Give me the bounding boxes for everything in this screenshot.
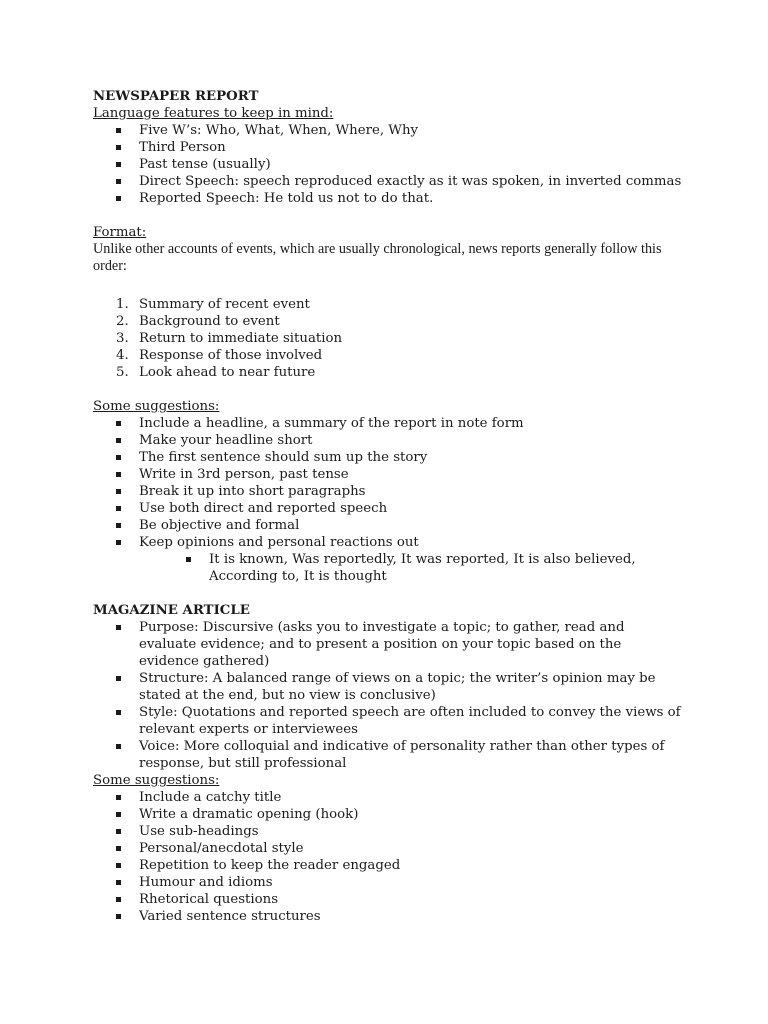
list-item: Write a dramatic opening (hook) [93,806,683,823]
list-number: 2. [116,314,129,329]
list-number: 1. [116,297,129,312]
list-item: Reported Speech: He told us not to do that. [93,190,683,207]
list-item [93,296,683,313]
list-item: Voice: More colloquial and indicative of personality rather than other types of response, but still professional [93,738,683,772]
list-item: Keep opinions and personal reactions out [93,534,683,551]
list-item: Humour and idioms [93,874,683,891]
list-item: Use sub-headings [93,823,683,840]
list-item: Structure: A balanced range of views on a topic; the writer’s opinion may be stated at the end, but no view is conclusive) [93,670,683,704]
magazine-suggestions-list [93,789,683,925]
language-features-list [93,122,683,207]
list-text: Response of those involved [139,348,323,363]
list-item: The first sentence should sum up the story [93,449,683,466]
newspaper-suggestions-heading: Some suggestions: [93,399,220,414]
list-item: Include a headline, a summary of the report in note form [93,415,683,432]
list-item [93,330,683,347]
document-page [93,88,683,925]
list-text: Look ahead to near future [139,365,316,380]
list-text: Return to immediate situation [139,331,343,346]
list-number: 4. [116,348,129,363]
list-item [93,347,683,364]
list-number: 5. [116,365,129,380]
list-item: Style: Quotations and reported speech are often included to convey the views of relevant experts or interviewees [93,704,683,738]
list-item: Include a catchy title [93,789,683,806]
list-item: Use both direct and reported speech [93,500,683,517]
newspaper-sub-list [93,551,683,585]
list-item: Purpose: Discursive (asks you to investigate a topic; to gather, read and evaluate evidence; and to present a position on your topic based on the evidence gathered) [93,619,683,670]
list-item: Break it up into short paragraphs [93,483,683,500]
list-item: Third Person [93,139,683,156]
format-paragraph: Unlike other accounts of events, which are usually chronological, news reports generally follow this order: [93,241,662,274]
magazine-suggestions-heading: Some suggestions: [93,773,220,788]
language-features-heading: Language features to keep in mind: [93,106,334,121]
list-item: Be objective and formal [93,517,683,534]
list-item: Past tense (usually) [93,156,683,173]
list-item: Varied sentence structures [93,908,683,925]
list-item [93,364,683,381]
list-item: Rhetorical questions [93,891,683,908]
list-item: Write in 3rd person, past tense [93,466,683,483]
sub-list-item: It is known, Was reportedly, It was reported, It is also believed, According to, It is thought [93,551,683,585]
format-heading: Format: [93,225,147,240]
newspaper-title: NEWSPAPER REPORT [93,89,259,104]
news-order-list [93,296,683,381]
list-item: Repetition to keep the reader engaged [93,857,683,874]
magazine-title: MAGAZINE ARTICLE [93,603,250,618]
list-text: Summary of recent event [139,297,310,312]
list-item: Personal/anecdotal style [93,840,683,857]
list-item [93,313,683,330]
list-item: Direct Speech: speech reproduced exactly as it was spoken, in inverted commas [93,173,683,190]
newspaper-suggestions-list [93,415,683,551]
magazine-points-list [93,619,683,772]
list-item: Make your headline short [93,432,683,449]
list-number: 3. [116,331,129,346]
list-text: Background to event [139,314,280,329]
list-item: Five W’s: Who, What, When, Where, Why [93,122,683,139]
